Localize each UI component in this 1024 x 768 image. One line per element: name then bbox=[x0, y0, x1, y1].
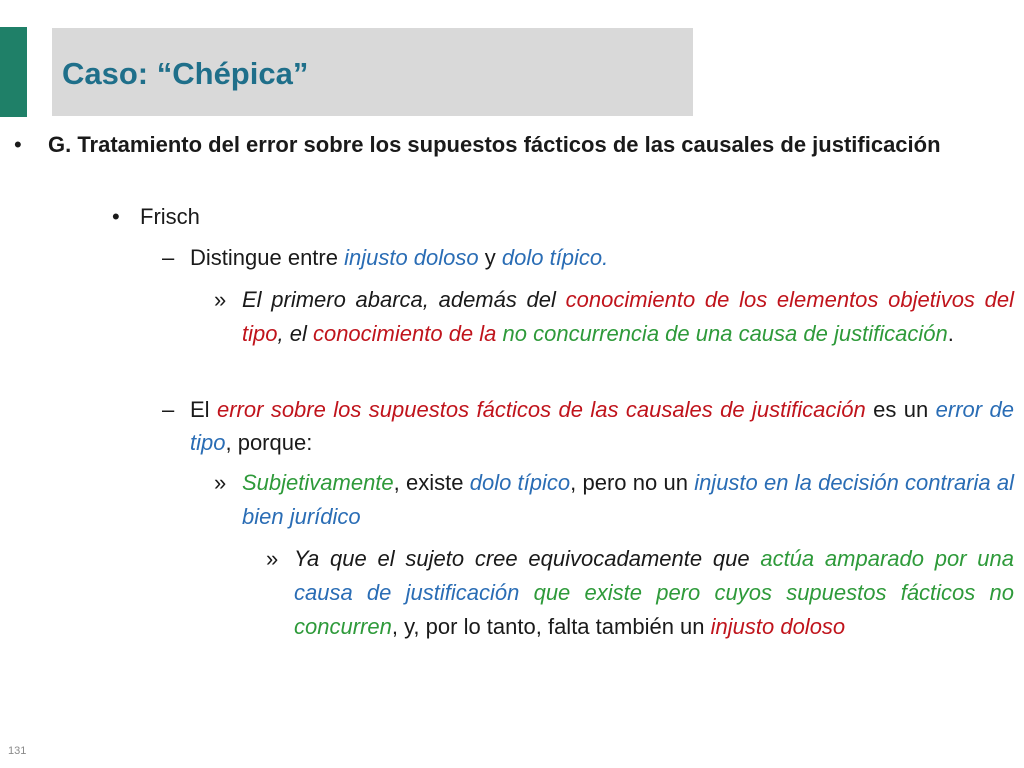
text-run: , y, por lo tanto, falta también un bbox=[391, 614, 711, 639]
text-run: injusto bbox=[694, 470, 758, 495]
text-run: error sobre los supuestos fácticos de las causales de justificación bbox=[216, 397, 866, 422]
raquo-point-3 bbox=[294, 542, 1014, 644]
text-run: injusto doloso bbox=[344, 245, 479, 270]
text-run: , porque: bbox=[225, 430, 313, 455]
slide-title: Caso: “Chépica” bbox=[62, 56, 309, 91]
dash-bullet-1: – bbox=[162, 245, 175, 270]
slide-number: 131 bbox=[8, 745, 27, 757]
dash-bullet-2: – bbox=[162, 397, 175, 422]
raquo-bullet-1: » bbox=[214, 287, 227, 312]
text-run: error de tipo bbox=[190, 397, 1014, 455]
frisch-label: Frisch bbox=[140, 204, 200, 229]
text-run: y bbox=[478, 245, 502, 270]
text-run: conocimiento de la bbox=[312, 321, 497, 346]
dash-point-1 bbox=[190, 243, 1010, 273]
text-run: Distingue entre bbox=[190, 245, 345, 270]
text-run: dolo típico bbox=[469, 470, 571, 495]
raquo-bullet-2: » bbox=[214, 470, 227, 495]
text-run: es un bbox=[865, 397, 936, 422]
bullet-main: • bbox=[14, 132, 22, 157]
raquo-point-1 bbox=[242, 283, 1014, 351]
text-run: , existe bbox=[393, 470, 470, 495]
dash-point-2 bbox=[190, 393, 1014, 459]
text-run: Ya que el sujeto cree equivocadamente que bbox=[294, 546, 761, 571]
bullet-frisch: • bbox=[112, 204, 120, 229]
text-run: que existe pero cuyos supuestos fácticos no concurren bbox=[294, 580, 1014, 639]
text-run: injusto doloso bbox=[710, 614, 846, 639]
raquo-bullet-3: » bbox=[266, 546, 279, 571]
text-run: no concurrencia de una causa de justificación bbox=[496, 321, 948, 346]
title-accent-bar bbox=[0, 27, 27, 117]
text-run: El bbox=[190, 397, 217, 422]
raquo-point-2 bbox=[242, 466, 1014, 534]
text-run: en la decisión contraria al bien jurídico bbox=[242, 470, 1014, 529]
text-run: . bbox=[947, 321, 954, 346]
text-run: conocimiento de los elementos objetivos del tipo bbox=[242, 287, 1014, 346]
text-run: , el bbox=[277, 321, 313, 346]
text-run: actúa amparado por una bbox=[760, 546, 1014, 571]
text-run: causa de justificación bbox=[294, 580, 520, 605]
text-run: El primero abarca, además del bbox=[242, 287, 566, 312]
main-point: G. Tratamiento del error sobre los supuestos fácticos de las causales de justificación bbox=[48, 132, 941, 157]
text-run: , pero no un bbox=[570, 470, 695, 495]
text-run: dolo típico. bbox=[501, 245, 609, 270]
text-run: Subjetivamente bbox=[242, 470, 394, 495]
